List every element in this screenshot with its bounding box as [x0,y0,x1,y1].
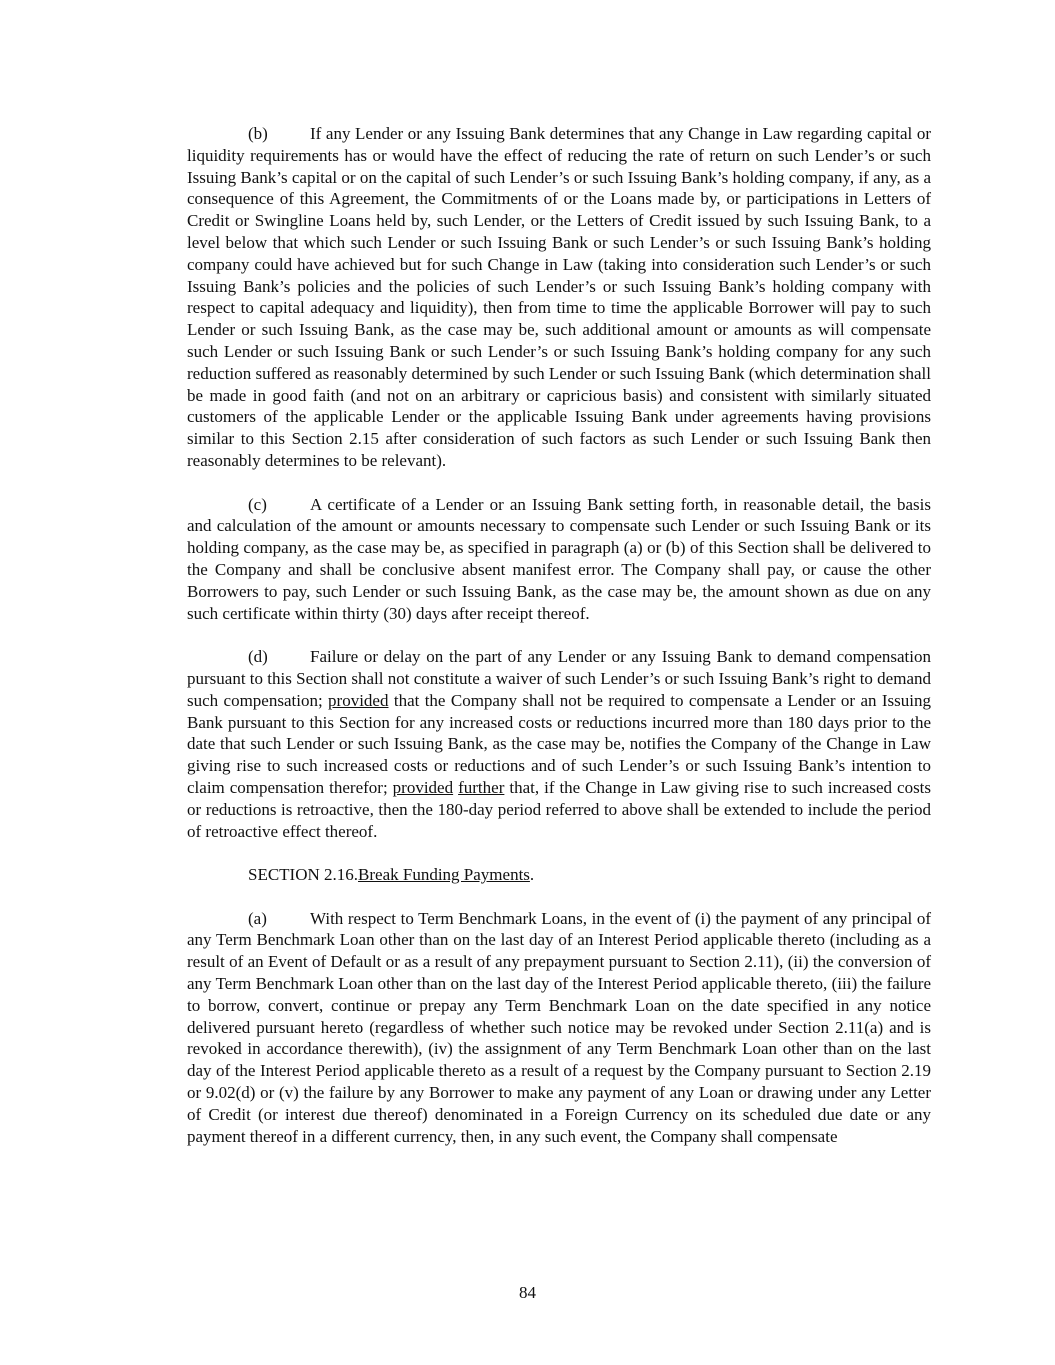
paragraph-d [187,646,931,842]
paragraph-b-text: If any Lender or any Issuing Bank determines that any Change in Law regarding capital or liquidity requirements has or would have the effect of reducing the rate of return on such Lender’s or such Issuing Bank’s capital or on the capital of such Lender’s or such Issuing Bank’s holding company, if any, as a consequence of this Agreement, the Commitments of or the Loans made by, or participations in Letters of Credit or Swingline Loans held by, such Lender, or the Letters of Credit issued by such Issuing Bank, to a level below that which such Lender or such Issuing Bank or such Lender’s or such Issuing Bank’s holding company could have achieved but for such Change in Law (taking into consideration such Lender’s or such Issuing Bank’s policies and the policies of such Lender’s or such Issuing Bank’s holding company with respect to capital adequacy and liquidity), then from time to time the applicable Borrower will pay to such Lender or such Issuing Bank, as the case may be, such additional amount or amounts as will compensate such Lender or such Issuing Bank or such Lender’s or such Issuing Bank’s holding company for any such reduction suffered as reasonably determined by such Lender or such Issuing Bank (which determination shall be made in good faith (and not on an arbitrary or capricious basis) and consistent with similarly situated customers of the applicable Lender or the applicable Issuing Bank under agreements having provisions similar to this Section 2.15 after consideration of such factors as such Lender or such Issuing Bank then reasonably determines to be relevant). [187,124,931,470]
paragraph-a-text: With respect to Term Benchmark Loans, in the event of (i) the payment of any principal of any Term Benchmark Loan other than on the last day of an Interest Period applicable thereto (including as a result of an Event of Default or as a result of any prepayment pursuant to Section 2.11), (ii) the conversion of any Term Benchmark Loan other than on the last day of the Interest Period applicable thereto, (iii) the failure to borrow, convert, continue or prepay any Term Benchmark Loan on the date specified in any notice delivered pursuant hereto (regardless of whether such notice may be revoked under Section 2.11(a) and is revoked in accordance therewith), (iv) the assignment of any Term Benchmark Loan other than on the last day of the Interest Period applicable thereto as a result of a request by the Company pursuant to Section 2.19 or 9.02(d) or (v) the failure by any Borrower to make any payment of any Loan or drawing under any Letter of Credit (or interest due thereof) denominated in a Foreign Currency on its scheduled due date or any payment thereof in a different currency, then, in any such event, the Company shall compensate [187,908,931,1146]
paragraph-a [187,908,931,1148]
paragraph-d-text-2: that the Company shall not be required to compensate a Lender or an Issuing Bank pursuant to this Section for any increased costs or reductions incurred more than 180 days prior to the date that such Lender or such Issuing Bank, as the case may be, notifies the Company of the Change in Law giving rise to such increased costs or reductions and of such Lender’s or such Issuing Bank’s intention to claim compensation therefor; [187,690,931,797]
paragraph-c-text: A certificate of a Lender or an Issuing Bank setting forth, in reasonable detail, the basis and calculation of the amount or amounts necessary to compensate such Lender or such Issuing Bank or its holding company, as the case may be, as specified in paragraph (a) or (b) of this Section shall be delivered to the Company and shall be conclusive absent manifest error. The Company shall pay, or cause the other Borrowers to pay, such Lender or such Issuing Bank, as the case may be, the amount shown as due on any such certificate within thirty (30) days after receipt thereof. [187,494,931,623]
section-title: Break Funding Payments [358,865,530,885]
paragraph-c [187,494,931,625]
paragraph-b [187,123,931,472]
section-heading [187,864,931,886]
paragraph-d-text-1: Failure or delay on the part of any Lender or any Issuing Bank to demand compensation pursuant to this Section shall not constitute a waiver of such Lender’s or such Issuing Bank’s right to demand such compensation; [187,647,931,710]
paragraph-c-label: (c) [248,494,267,514]
paragraph-d-text-3: that, if the Change in Law giving rise to such increased costs or reductions is retroactive, then the 180-day period referred to above shall be extended to include the period of retroactive effect thereof. [187,777,932,841]
paragraph-gap [187,472,931,494]
further-term: further [458,777,505,797]
section-number: SECTION 2.16. [248,865,359,885]
provided-term-1: provided [328,690,389,710]
paragraph-gap [187,624,931,646]
paragraph-gap [187,842,931,864]
paragraph-b-label: (b) [248,124,268,143]
document-page [187,123,931,1147]
paragraph-gap [187,886,931,908]
page-number: 84 [519,1283,536,1302]
paragraph-d-label: (d) [248,647,268,667]
provided-term-2: provided [392,777,454,797]
section-title-period: . [529,865,535,885]
paragraph-a-label: (a) [248,908,267,928]
